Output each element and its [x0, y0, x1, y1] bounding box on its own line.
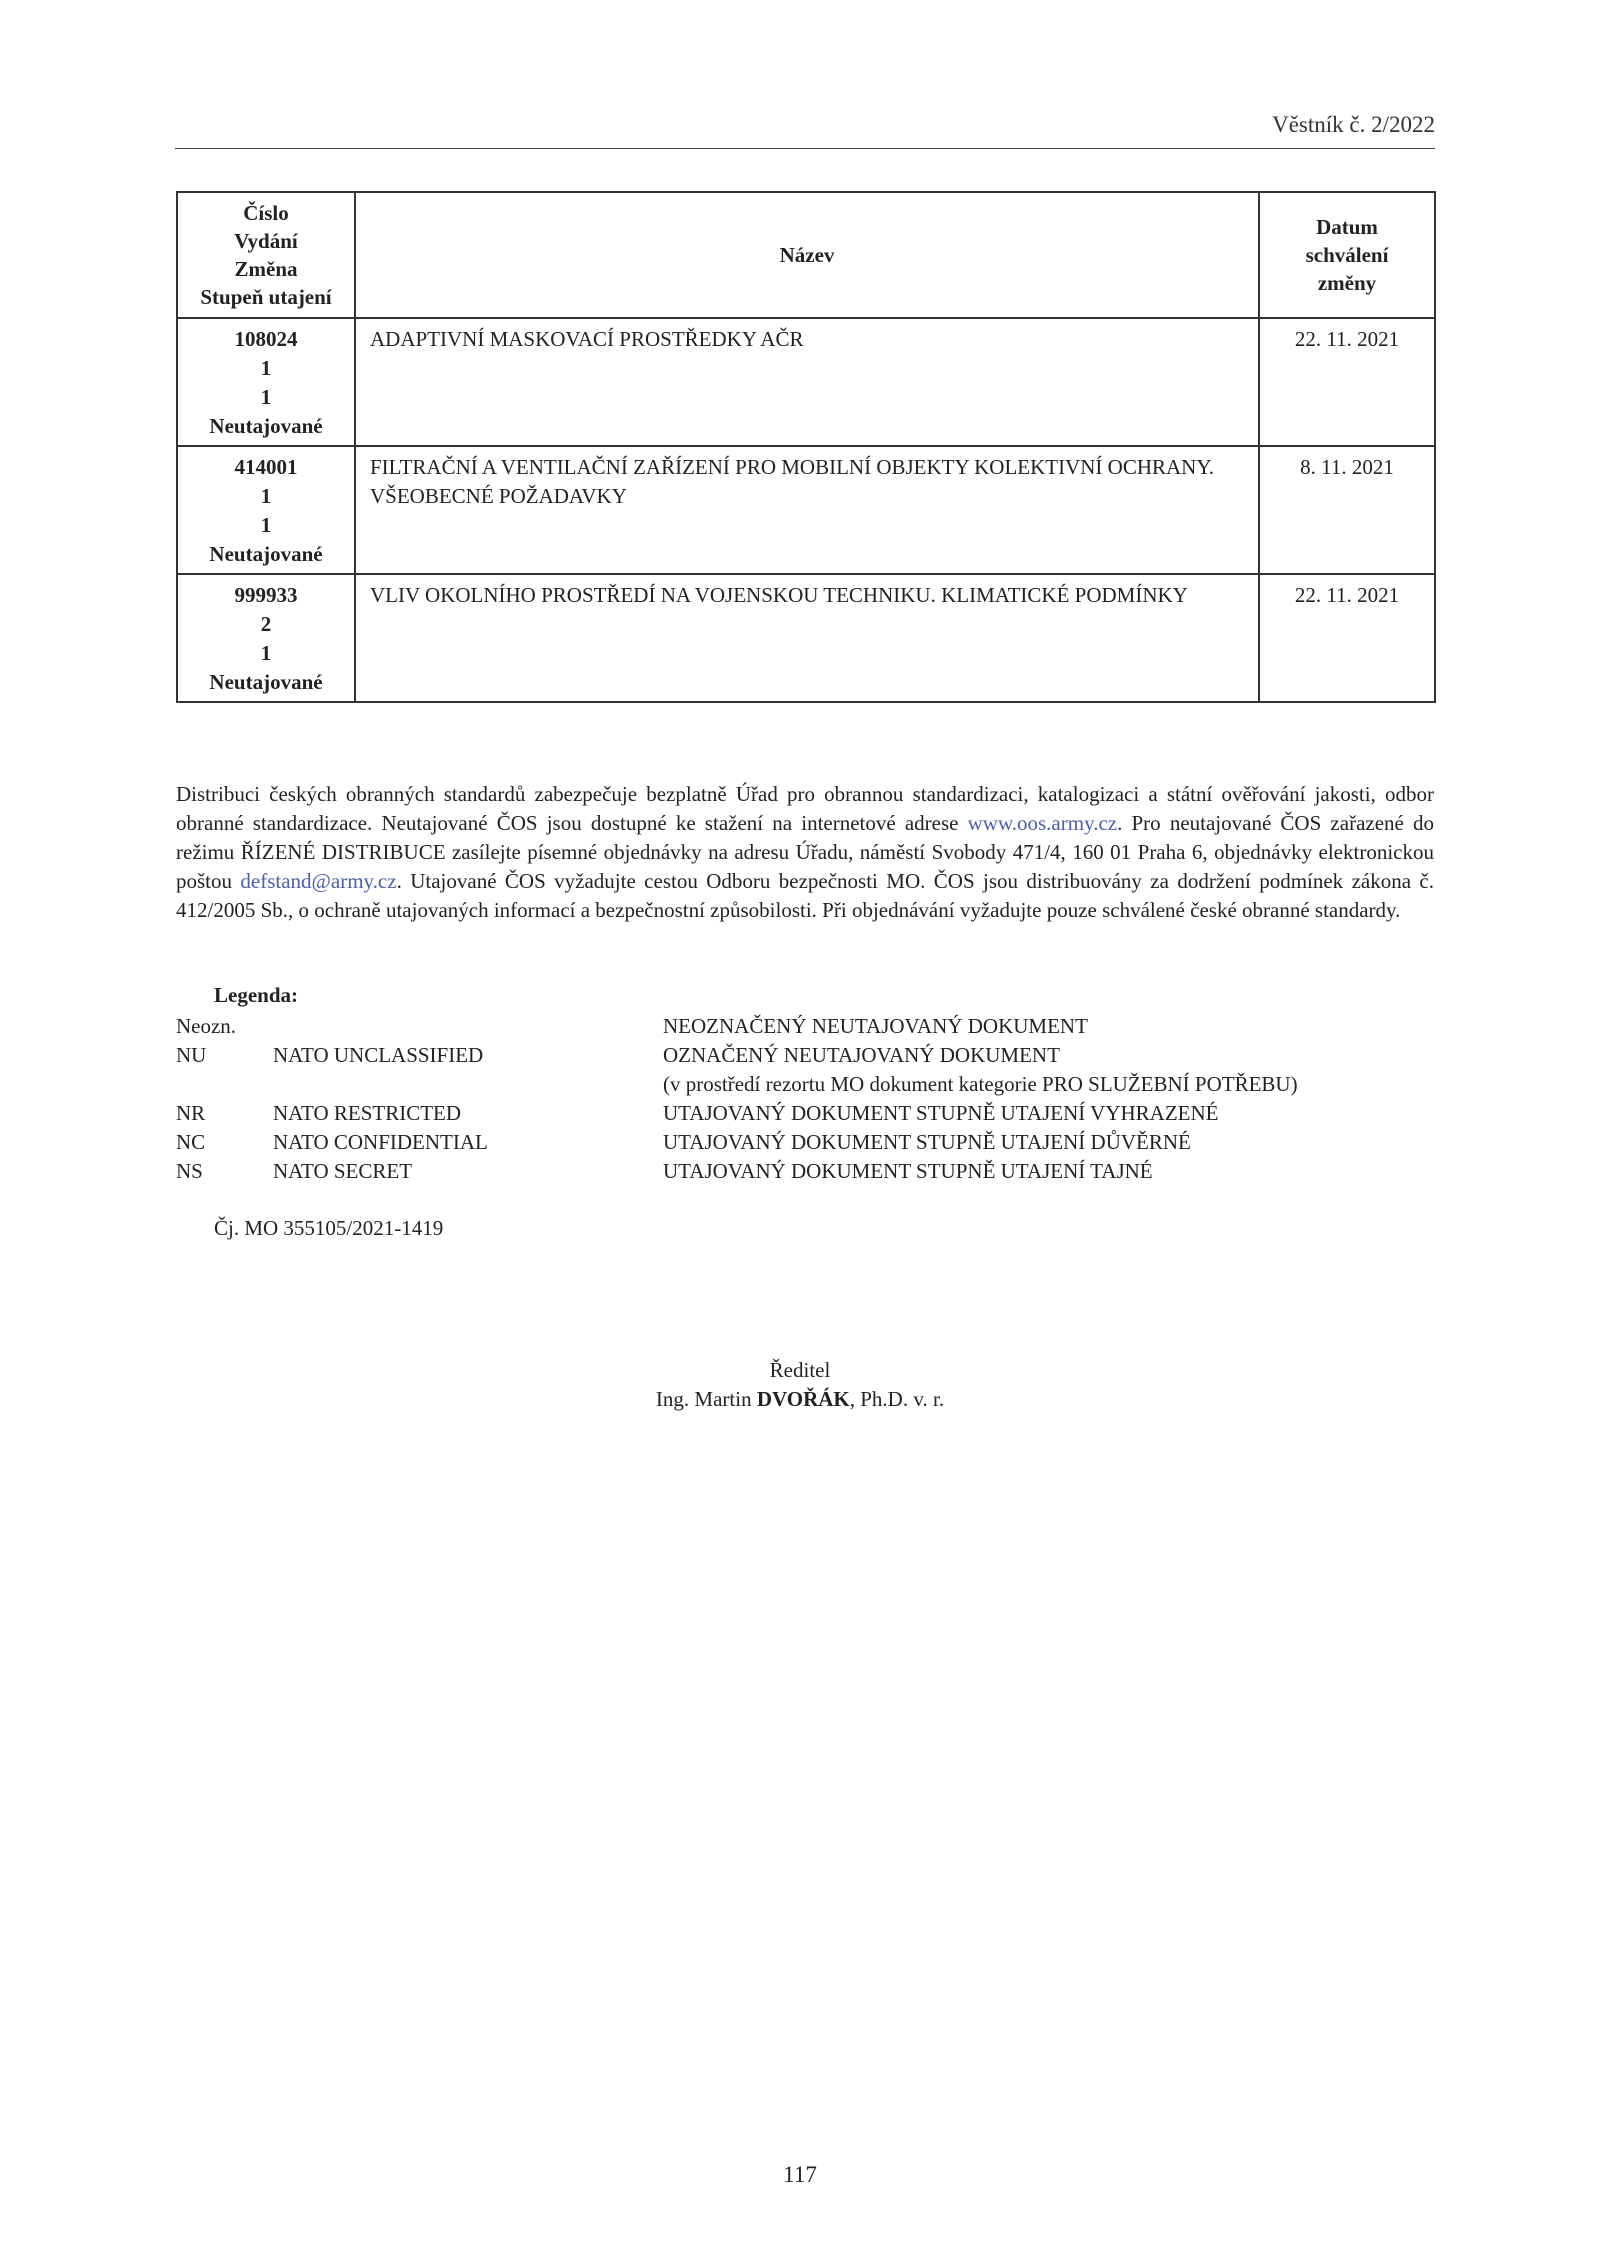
- header-number: Číslo: [243, 201, 289, 225]
- legend-nato-level: NATO RESTRICTED: [273, 1101, 462, 1125]
- distribution-text-2: . Pro neutajované ČOS zařazené do režimu ŘÍZENÉ DISTRIBUCE zasílejte písemné objednávky na adresu Úřadu, náměstí Svobody 471/4, 160 01 Praha 6, objednávky elektronickou poštou: [176, 811, 1434, 893]
- legend-description: OZNAČENÝ NEUTAJOVANÝ DOKUMENT: [663, 1043, 1060, 1067]
- legend-item: [176, 1070, 1436, 1099]
- legend-description: NEOZNAČENÝ NEUTAJOVANÝ DOKUMENT: [663, 1014, 1088, 1038]
- signature-suffix: , Ph.D. v. r.: [849, 1387, 945, 1411]
- standard-title: FILTRAČNÍ A VENTILAČNÍ ZAŘÍZENÍ PRO MOBILNÍ OBJEKTY KOLEKTIVNÍ OCHRANY. VŠEOBECNÉ POŽADAVKY: [355, 446, 1259, 574]
- legend-abbreviation: NS: [176, 1159, 203, 1183]
- table-row: [177, 574, 1435, 702]
- legend-title: Legenda:: [214, 983, 298, 1007]
- page-number: 117: [783, 2162, 817, 2187]
- header-date-column: [1259, 192, 1435, 318]
- legend-item: [176, 1041, 1436, 1070]
- header-edition: Vydání: [234, 229, 298, 253]
- standard-edition: 1: [260, 484, 272, 508]
- standard-title: ADAPTIVNÍ MASKOVACÍ PROSTŘEDKY AČR: [355, 318, 1259, 446]
- table-header-row: [177, 192, 1435, 318]
- approval-date: 22. 11. 2021: [1259, 574, 1435, 702]
- legend-abbreviation: NU: [176, 1043, 207, 1067]
- legend-description: UTAJOVANÝ DOKUMENT STUPNĚ UTAJENÍ TAJNÉ: [663, 1159, 1153, 1183]
- standard-classification: Neutajované: [209, 542, 323, 566]
- distribution-text-3: . Utajované ČOS vyžadujte cestou Odboru bezpečnosti MO. ČOS jsou distribuovány za dodržení podmínek zákona č. 412/2005 Sb., o ochraně utajovaných informací a bezpečnostní způsobilosti. Při objednávání vyžadujte pouze schválené české obranné standardy.: [176, 869, 1434, 922]
- distribution-text-1: Distribuci českých obranných standardů zabezpečuje bezplatně Úřad pro obrannou standardizaci, katalogizaci a státní ověřování jakosti, odbor obranné standardizace. Neutajované ČOS jsou dostupné ke stažení na internetové adrese: [176, 782, 1434, 835]
- standard-classification: Neutajované: [209, 414, 323, 438]
- header-change: Změna: [234, 257, 298, 281]
- legend-description: UTAJOVANÝ DOKUMENT STUPNĚ UTAJENÍ DŮVĚRNÉ: [663, 1130, 1191, 1154]
- email-link[interactable]: defstand@army.cz: [240, 869, 397, 893]
- standard-number: 999933: [234, 583, 298, 607]
- legend-description: (v prostředí rezortu MO dokument kategorie PRO SLUŽEBNÍ POTŘEBU): [663, 1072, 1298, 1096]
- legend-item: [176, 1012, 1436, 1041]
- standard-id-cell: [177, 318, 355, 446]
- standard-classification: Neutajované: [209, 670, 323, 694]
- table-row: [177, 446, 1435, 574]
- standard-id-cell: [177, 574, 355, 702]
- standard-title: VLIV OKOLNÍHO PROSTŘEDÍ NA VOJENSKOU TECHNIKU. KLIMATICKÉ PODMÍNKY: [355, 574, 1259, 702]
- signature-block: [0, 1356, 1600, 1414]
- reference-number: Čj. MO 355105/2021-1419: [214, 1216, 444, 1240]
- header-title-column: Název: [355, 192, 1259, 318]
- header-number-column: [177, 192, 355, 318]
- page-header: [175, 112, 1435, 149]
- signature-name: [0, 1385, 1600, 1414]
- web-link[interactable]: www.oos.army.cz: [967, 811, 1118, 835]
- header-date-line-3: změny: [1317, 271, 1377, 295]
- table-row: [177, 318, 1435, 446]
- legend-abbreviation: NR: [176, 1101, 206, 1125]
- approval-date: 8. 11. 2021: [1259, 446, 1435, 574]
- legend-item: [176, 1157, 1436, 1186]
- standard-id-cell: [177, 446, 355, 574]
- legend-item: [176, 1128, 1436, 1157]
- legend-abbreviation: Neozn.: [176, 1014, 237, 1038]
- header-classification: Stupeň utajení: [200, 285, 332, 309]
- journal-issue: Věstník č. 2/2022: [1272, 112, 1435, 137]
- legend-nato-level: NATO SECRET: [273, 1159, 413, 1183]
- legend-abbreviation: NC: [176, 1130, 206, 1154]
- signature-prefix: Ing. Martin: [655, 1387, 757, 1411]
- approval-date: 22. 11. 2021: [1259, 318, 1435, 446]
- standards-table: [176, 191, 1436, 703]
- standard-change: 1: [260, 385, 272, 409]
- legend-description: UTAJOVANÝ DOKUMENT STUPNĚ UTAJENÍ VYHRAZENÉ: [663, 1101, 1219, 1125]
- standard-number: 108024: [234, 327, 298, 351]
- standard-change: 1: [260, 641, 272, 665]
- legend: [176, 1012, 1436, 1186]
- legend-nato-level: NATO CONFIDENTIAL: [273, 1130, 488, 1154]
- distribution-paragraph: [176, 780, 1434, 925]
- standard-edition: 1: [260, 356, 272, 380]
- standard-change: 1: [260, 513, 272, 537]
- header-date-line-1: Datum: [1316, 215, 1378, 239]
- legend-item: [176, 1099, 1436, 1128]
- signature-role: Ředitel: [769, 1358, 831, 1382]
- standard-number: 414001: [234, 455, 298, 479]
- standard-edition: 2: [260, 612, 272, 636]
- legend-nato-level: NATO UNCLASSIFIED: [273, 1043, 484, 1067]
- header-date-line-2: schválení: [1305, 243, 1389, 267]
- signature-surname: DVOŘÁK: [756, 1387, 850, 1411]
